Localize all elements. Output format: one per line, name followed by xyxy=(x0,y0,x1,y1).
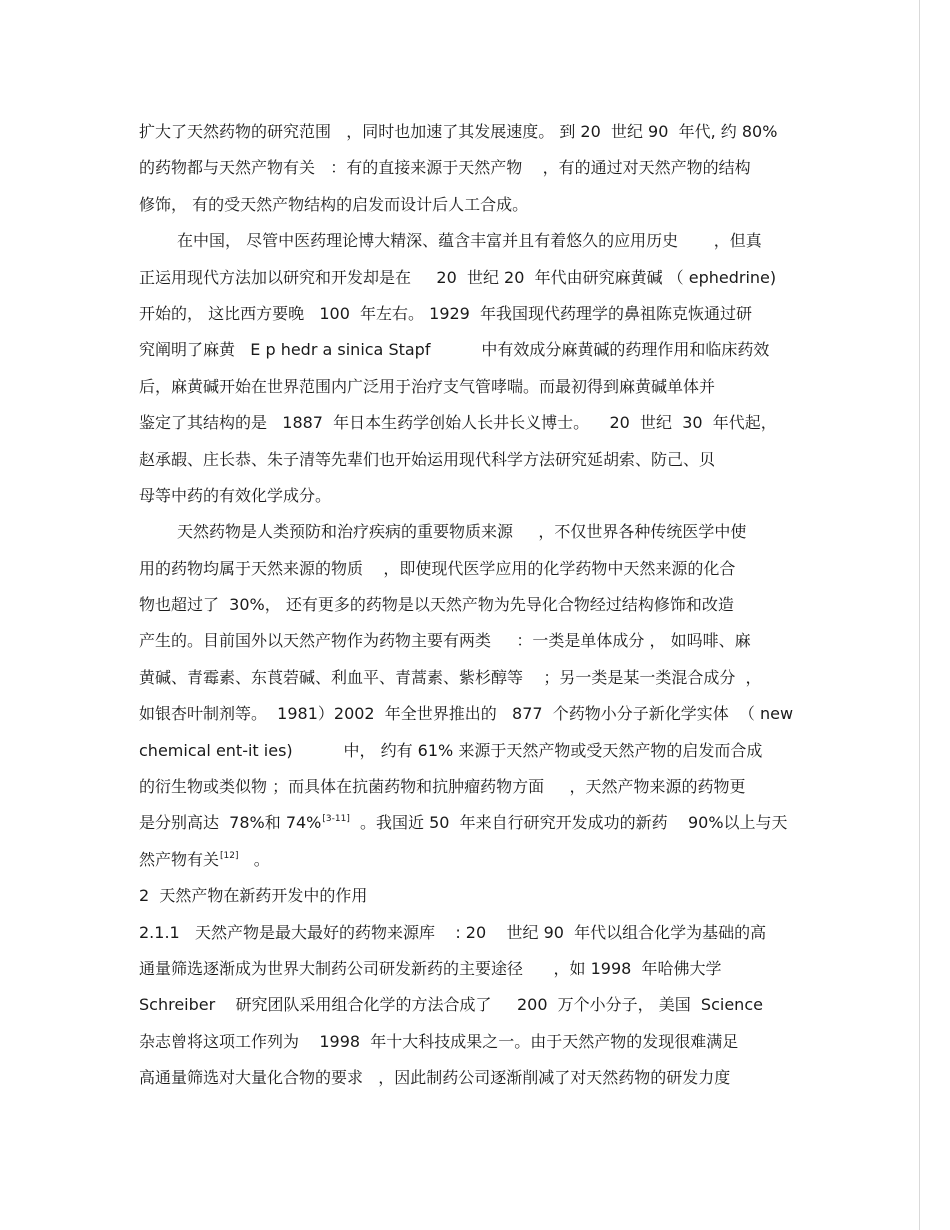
text-line: 赵承嘏、庄长恭、朱子清等先辈们也开始运用现代科学方法研究延胡索、防己、贝 xyxy=(139,449,716,469)
line-text-after: 。 xyxy=(238,849,270,869)
text-line: 修饰， 有的受天然产物结构的启发而设计后人工合成。 xyxy=(139,194,529,214)
text-line: 鉴定了其结构的是 1887 年日本生药学创始人长井长义博士。 20 世纪 30 年代起， xyxy=(139,413,777,433)
text-line: 究阐明了麻黄 E p hedr a sinica Stapf 中有效成分麻黄碱的药理作用和临床药效 xyxy=(139,340,770,360)
text-line: 母等中药的有效化学成分。 xyxy=(139,485,332,505)
citation-ref: [3-11] xyxy=(322,814,350,825)
paragraph-first-line: 天然药物是人类预防和治疗疾病的重要物质来源 ，不仅世界各种传统医学中使 xyxy=(177,522,747,542)
text-line: 的药物都与天然产物有关 ：有的直接来源于天然产物 ，有的通过对天然产物的结构 xyxy=(139,158,751,178)
text-line: 黄碱、青霉素、东莨菪碱、利血平、青蒿素、紫杉醇等 ；另一类是某一类混合成分 ， xyxy=(139,667,762,687)
text-line: 高通量筛选对大量化合物的要求 ，因此制药公司逐渐削减了对天然药物的研发力度 xyxy=(139,1068,731,1088)
paragraph-first-line: 在中国， 尽管中医药理论博大精深、蕴含丰富并且有着悠久的应用历史 ，但真 xyxy=(177,231,762,251)
page-edge-divider xyxy=(919,0,920,1230)
line-text: 是分别高达 78%和 74% xyxy=(139,813,322,833)
text-line: 扩大了天然药物的研究范围 ，同时也加速了其发展速度。 到 20 世纪 90 年代, 约 80% xyxy=(139,122,778,141)
text-line: 通量筛选逐渐成为世界大制药公司研发新药的主要途径 ，如 1998 年哈佛大学 xyxy=(139,958,722,978)
section-heading: 2 天然产物在新药开发中的作用 xyxy=(139,886,368,906)
text-line: 开始的， 这比西方要晚 100 年左右。 1929 年我国现代药理学的鼻祖陈克恢通过研 xyxy=(139,303,753,323)
document-body xyxy=(139,114,839,1097)
text-line: 正运用现代方法加以研究和开发却是在 20 世纪 20 年代由研究麻黄碱 （ ephedrine) xyxy=(139,267,777,287)
text-line-with-citation xyxy=(139,842,839,878)
subsection-line: 2.1.1 天然产物是最大最好的药物来源库 : 20 世纪 90 年代以组合化学为基础的高 xyxy=(139,922,767,942)
text-line: Schreiber 研究团队采用组合化学的方法合成了 200 万个小分子， 美国 Science xyxy=(139,995,763,1015)
text-line: 杂志曾将这项工作列为 1998 年十大科技成果之一。由于天然产物的发现很难满足 xyxy=(139,1031,739,1051)
text-line: 如银杏叶制剂等。 1981）2002 年全世界推出的 877 个药物小分子新化学实体 （ new xyxy=(139,704,794,724)
text-line: 的衍生物或类似物 ；而具体在抗菌药物和抗肿瘤药物方面 ，天然产物来源的药物更 xyxy=(139,777,746,797)
text-line: 物也超过了 30%， 还有更多的药物是以天然产物为先导化合物经过结构修饰和改造 xyxy=(139,595,734,615)
text-line: chemical ent-it ies) 中， 约有 61% 来源于天然产物或受天然产物的启发而合成 xyxy=(139,740,763,760)
text-line-with-citation xyxy=(139,805,839,841)
citation-ref: [12] xyxy=(220,850,239,861)
text-line: 产生的。目前国外以天然产物作为药物主要有两类 ：一类是单体成分 ， 如吗啡、麻 xyxy=(139,631,751,651)
line-text: 然产物有关 xyxy=(139,849,220,869)
text-line: 后，麻黄碱开始在世界范围内广泛用于治疗支气管哮喘。而最初得到麻黄碱单体并 xyxy=(139,376,716,396)
text-line: 用的药物均属于天然来源的物质 ，即使现代医学应用的化学药物中天然来源的化合 xyxy=(139,558,736,578)
line-text-after: 。我国近 50 年来自行研究开发成功的新药 90%以上与天 xyxy=(349,813,788,833)
